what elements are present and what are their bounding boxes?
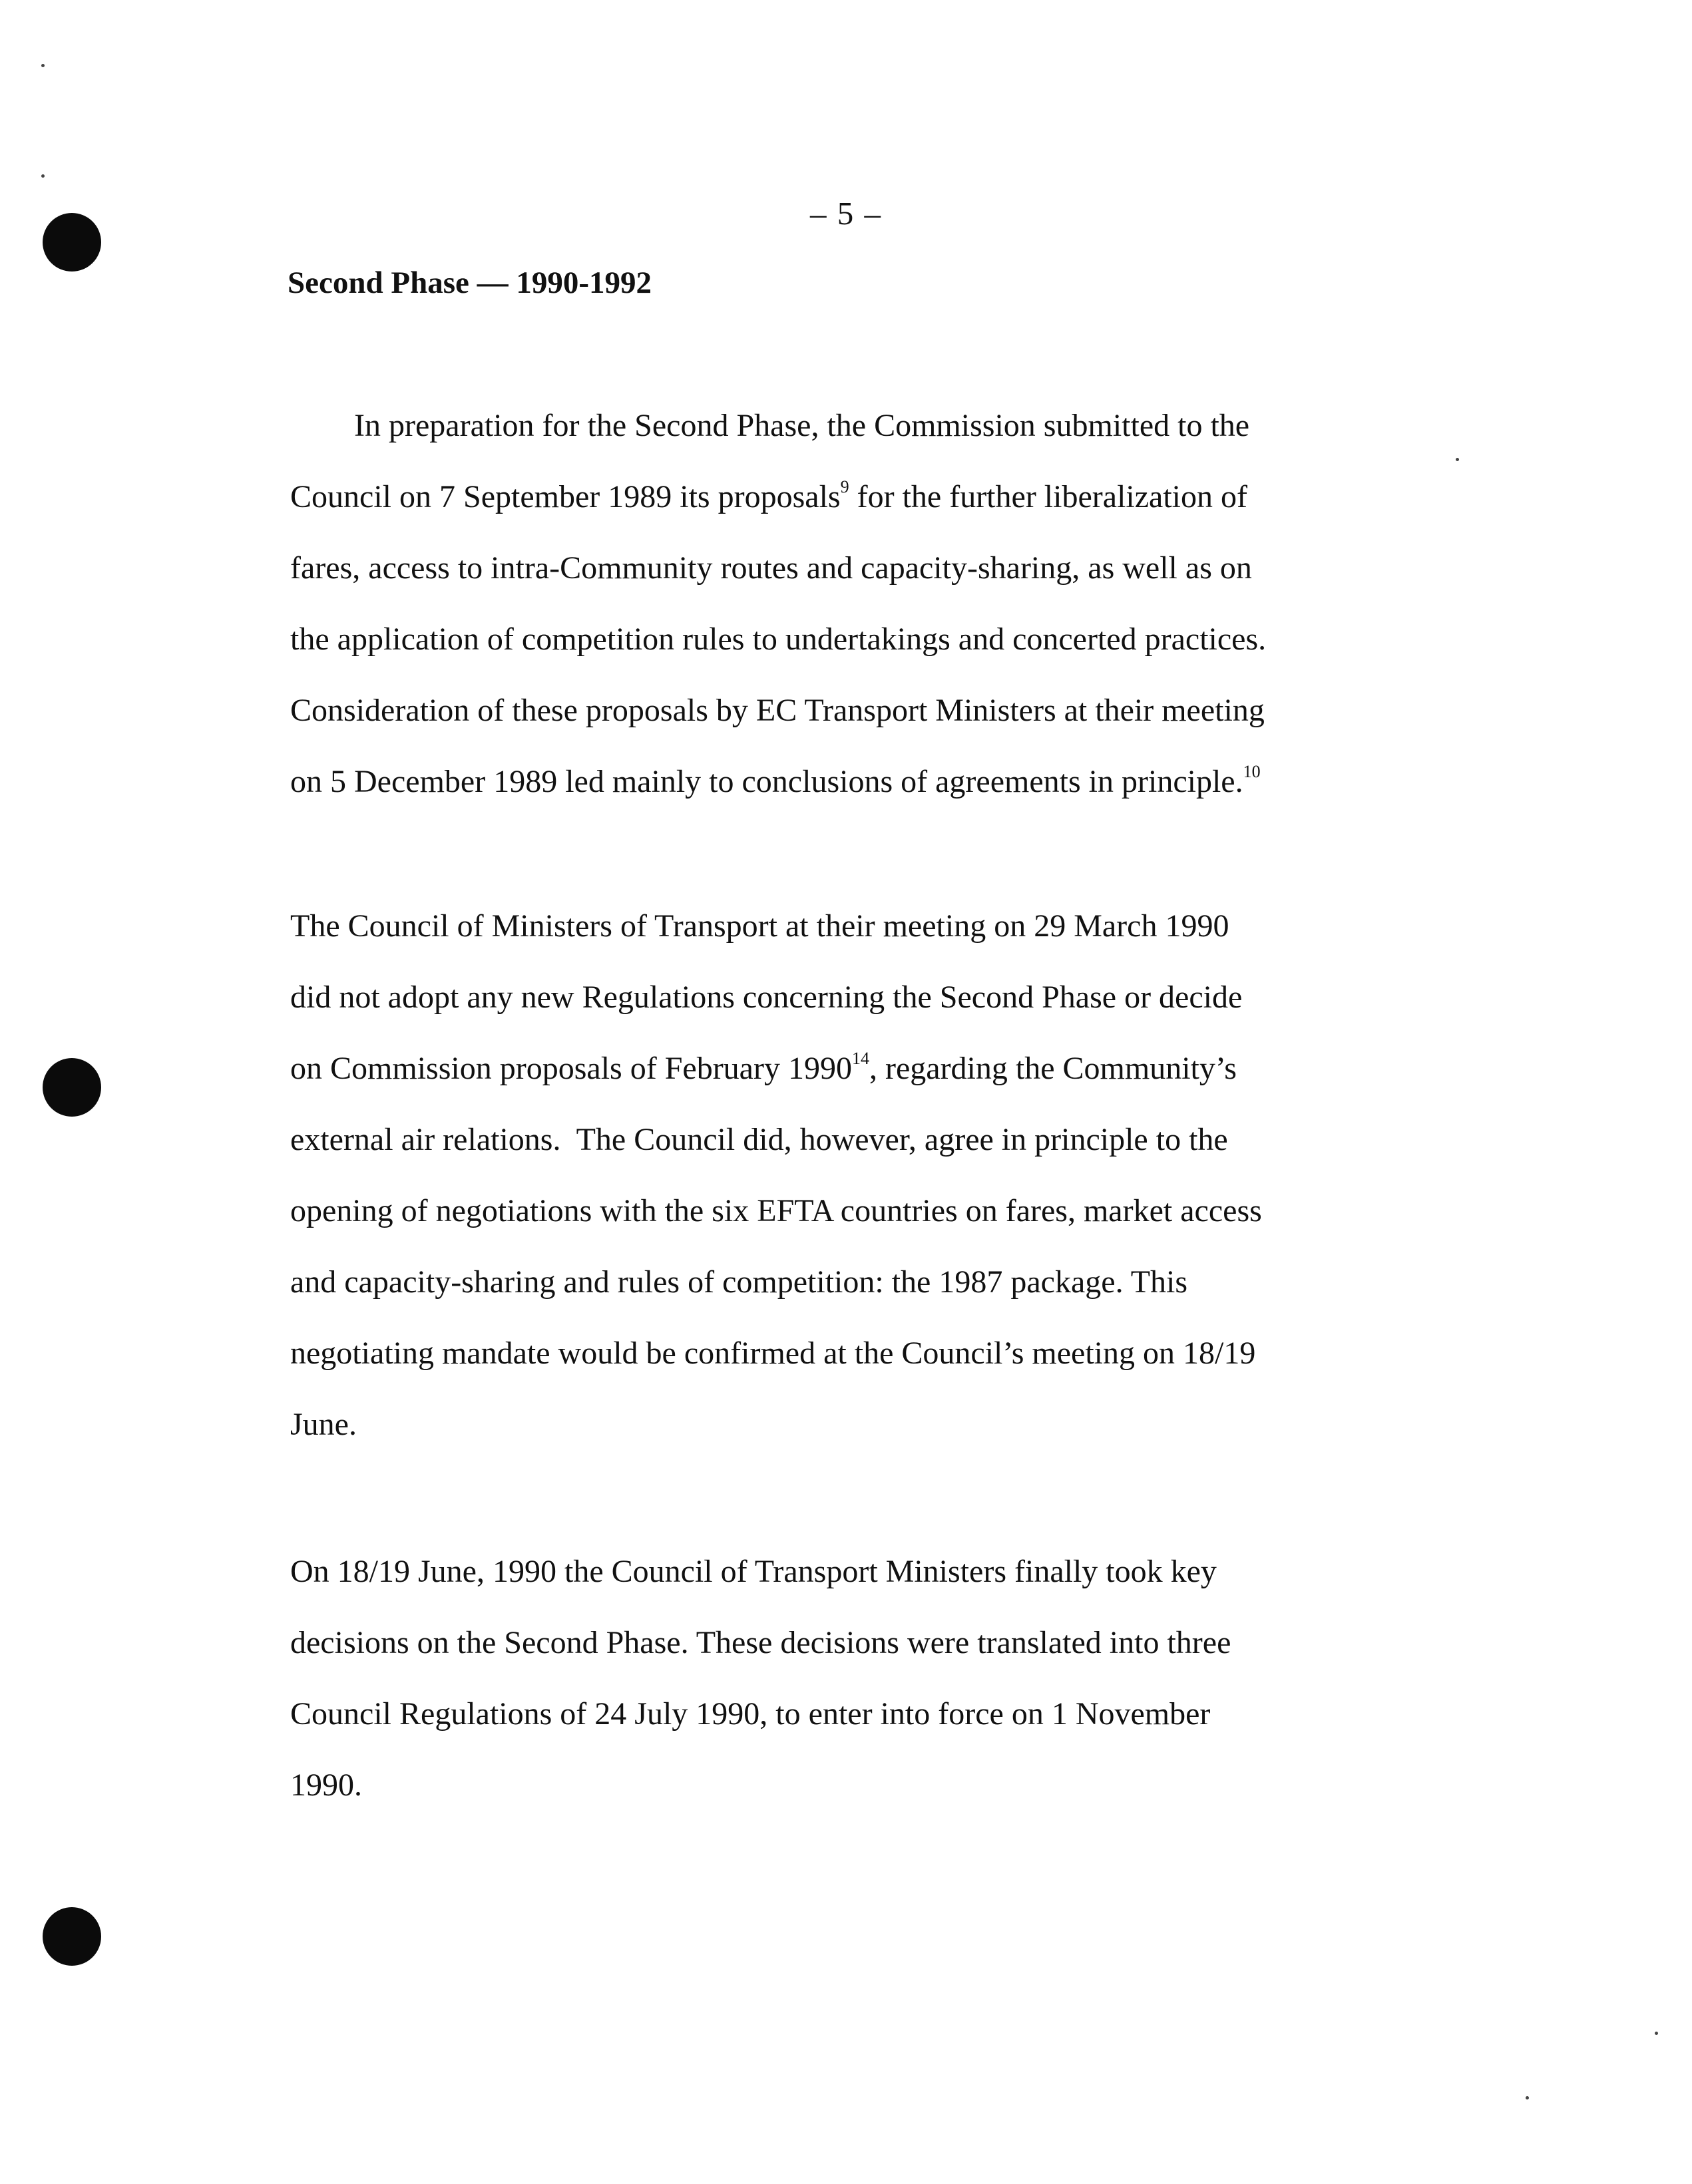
text-line: on 5 December 1989 led mainly to conclusions of agreements in principle.$^{10}$	[290, 762, 1261, 799]
text-line: 1990.	[290, 1767, 362, 1803]
footnote-ref-10: 10	[1243, 762, 1261, 781]
text-line: fares, access to intra-Community routes and capacity-sharing, as well as on	[290, 550, 1252, 586]
text-line: did not adopt any new Regulations concerning the Second Phase or decide	[290, 980, 1243, 1015]
footnote-ref-9: 9	[840, 477, 849, 496]
text-line: external air relations. The Council did, however, agree in principle to the	[290, 1122, 1228, 1157]
text-line: negotiating mandate would be confirmed at the Council’s meeting on 18/19	[290, 1336, 1256, 1371]
text-line: on Commission proposals of February 1990$^{14}$, regarding the Community’s	[290, 1049, 1237, 1086]
text-line: June.	[290, 1407, 357, 1442]
text-line: The Council of Ministers of Transport at their meeting on 29 March 1990	[290, 908, 1229, 944]
scan-speck	[1655, 2032, 1658, 2035]
text-line: Consideration of these proposals by EC Transport Ministers at their meeting	[290, 693, 1265, 728]
scan-speck	[41, 174, 45, 178]
text-line: Council Regulations of 24 July 1990, to enter into force on 1 November	[290, 1696, 1211, 1731]
scan-speck	[1526, 2096, 1529, 2099]
scan-speck	[41, 64, 45, 67]
text-line: and capacity-sharing and rules of competition: the 1987 package. This	[290, 1264, 1188, 1300]
text-line: decisions on the Second Phase. These decisions were translated into three	[290, 1625, 1231, 1660]
text-line: On 18/19 June, 1990 the Council of Transport Ministers finally took key	[290, 1554, 1217, 1589]
paragraph-2	[290, 902, 1262, 1471]
punch-hole-middle	[43, 1058, 101, 1117]
punch-hole-bottom	[43, 1907, 101, 1966]
text-line: the application of competition rules to undertakings and concerted practices.	[290, 622, 1267, 657]
paragraph-3	[290, 1547, 1231, 1832]
text-line: opening of negotiations with the six EFTA countries on fares, market access	[290, 1193, 1262, 1228]
paragraph-1	[290, 401, 1266, 828]
text-line: In preparation for the Second Phase, the Commission submitted to the	[354, 408, 1250, 443]
page-number: – 5 –	[810, 195, 882, 232]
scan-speck	[1456, 458, 1459, 461]
text-line: Council on 7 September 1989 its proposals$^9$ for the further liberalization of	[290, 477, 1247, 514]
footnote-ref-14: 14	[851, 1049, 869, 1068]
section-heading: Second Phase — 1990-1992	[288, 266, 652, 300]
